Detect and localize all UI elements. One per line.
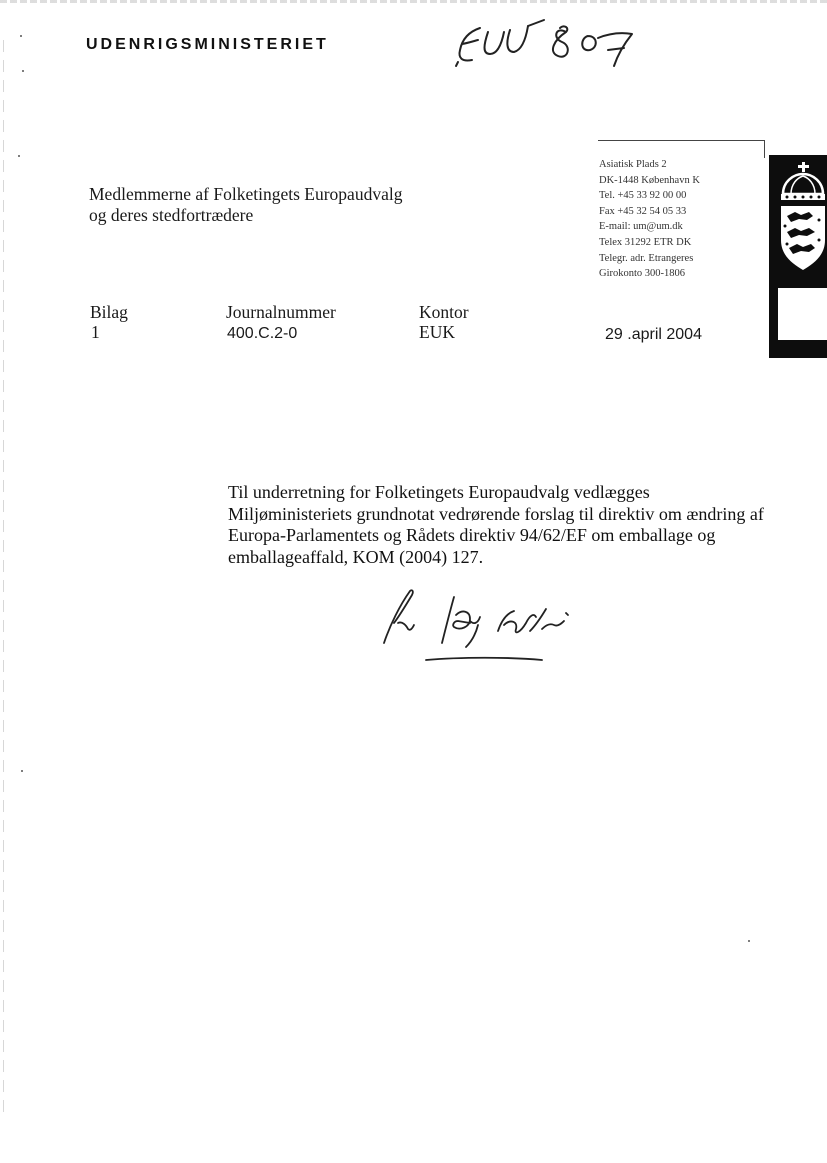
- scan-speck: [22, 70, 24, 72]
- handwritten-reference-mark: [448, 10, 648, 70]
- scan-speck: [20, 35, 22, 37]
- royal-coat-of-arms-icon: [773, 160, 827, 280]
- address-street: Asiatisk Plads 2: [599, 159, 667, 170]
- kontor-label: Kontor: [419, 302, 469, 322]
- letter-date: 29 .april 2004: [605, 326, 702, 343]
- crest-panel-notch: [778, 288, 827, 340]
- address-giro: Girokonto 300-1806: [599, 268, 686, 280]
- address-telegraph: Telegr. adr. Etrangeres: [599, 252, 694, 264]
- journal-label: Journalnummer: [226, 302, 336, 322]
- bilag-value: 1: [91, 322, 100, 342]
- address-rule-tick: [764, 140, 765, 158]
- recipients: [89, 184, 402, 226]
- handwritten-signature: [370, 585, 590, 675]
- ministry-name: UDENRIGSMINISTERIET: [86, 36, 329, 53]
- body-paragraph: Til underretning for Folketingets Europaudvalg vedlægges Miljøministeriets grundnotat vedrørende forslag til direktiv om ændring af Europa-Parlamentets og Rådets direktiv 94/62/EF om emballage og emballageaffald, KOM (2004) 127.: [228, 482, 764, 567]
- address-phone: Tel. +45 33 92 00 00: [599, 190, 687, 202]
- recipient-line-1: Medlemmerne af Folketingets Europaudvalg: [89, 184, 403, 204]
- scan-edge-left: [3, 40, 4, 1120]
- bilag-label: Bilag: [90, 302, 128, 322]
- scan-speck: [18, 155, 20, 157]
- address-telex: Telex 31292 ETR DK: [599, 236, 692, 248]
- address-email: E-mail: um@um.dk: [599, 221, 683, 233]
- scan-speck: [748, 940, 750, 942]
- sender-address: [599, 157, 700, 282]
- kontor-value: EUK: [419, 322, 455, 342]
- address-rule: [598, 140, 764, 141]
- address-fax: Fax +45 32 54 05 33: [599, 205, 687, 217]
- journal-value: 400.C.2-0: [227, 325, 298, 342]
- scan-edge-top: [0, 0, 827, 3]
- recipient-line-2: og deres stedfortrædere: [89, 205, 254, 225]
- scan-speck: [21, 770, 23, 772]
- address-postal: DK-1448 København K: [599, 174, 700, 186]
